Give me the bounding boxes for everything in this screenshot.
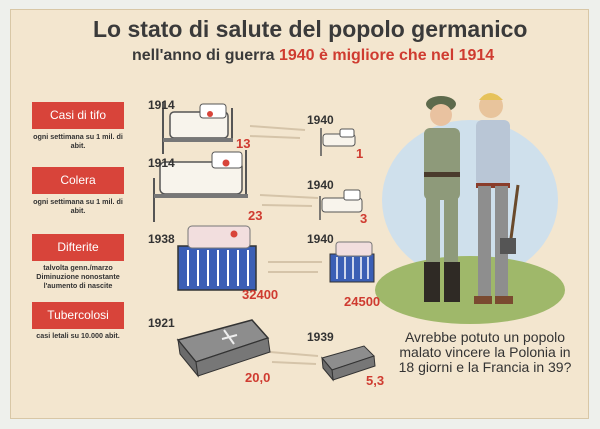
note-tuberculosis: casi letali su 10.000 abit.: [36, 331, 120, 340]
year-after-tuberculosis: 1939: [307, 330, 334, 344]
value-before-diphtheria: 32400: [242, 287, 279, 302]
value-after-diphtheria: 24500: [344, 294, 381, 309]
year-before-typhus: 1914: [148, 98, 175, 112]
label-diphtheria: Difterite: [32, 234, 124, 261]
poster-title: Lo stato di salute del popolo germanico: [93, 16, 528, 42]
label-tuberculosis: Tubercolosi: [32, 302, 124, 329]
landscape-illustration: [375, 120, 565, 324]
value-before-tuberculosis: 20,0: [245, 370, 271, 385]
note-cholera: ogni settimana su 1 mil. di abit.: [33, 197, 123, 215]
subtitle-start: nell'anno di guerra: [132, 47, 275, 64]
year-after-cholera: 1940: [307, 178, 334, 192]
bed-icon: [321, 128, 355, 156]
note-typhus: ogni settimana su 1 mil. di abit.: [33, 132, 123, 150]
year-before-tuberculosis: 1921: [148, 316, 175, 330]
year-before-cholera: 1914: [148, 156, 175, 170]
label-cholera: Colera: [32, 167, 124, 194]
year-before-diphtheria: 1938: [148, 232, 175, 246]
value-before-typhus: 13: [236, 136, 251, 151]
crib-icon: [178, 226, 256, 290]
label-typhus: Casi di tifo: [32, 102, 124, 129]
bed-icon: [320, 190, 362, 220]
closing-question: Avrebbe potuto un popolo malato vincere la Polonia in 18 giorni e la Francia in 39?: [398, 329, 572, 375]
subtitle-highlight: 1940 è migliore che nel 1914: [278, 47, 495, 64]
year-after-typhus: 1940: [307, 113, 334, 127]
value-after-tuberculosis: 5,3: [366, 373, 385, 388]
note-diphtheria: talvolta genn./marzo Diminuzione nonostante l'aumento di nascite: [36, 263, 120, 290]
value-after-cholera: 3: [360, 211, 368, 226]
value-after-typhus: 1: [356, 146, 364, 161]
coffin-icon: [178, 320, 270, 376]
crib-icon: [330, 242, 374, 282]
value-before-cholera: 23: [248, 208, 263, 223]
year-after-diphtheria: 1940: [307, 232, 334, 246]
